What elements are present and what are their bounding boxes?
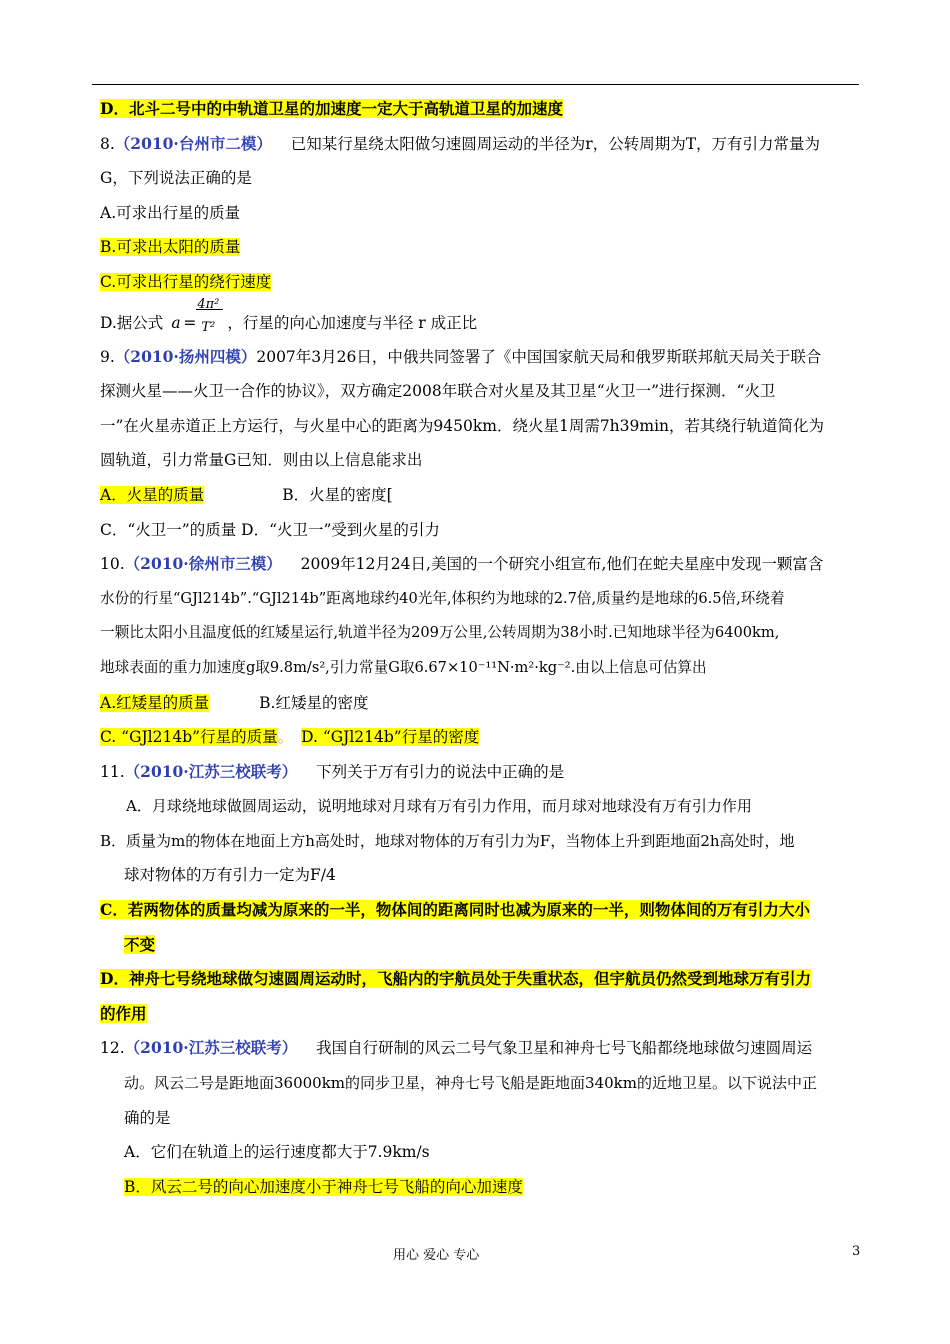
q9-stem-line4: 圆轨道，引力常量G已知．则由以上信息能求出 [100,451,423,470]
q8-option-a: A.可求出行星的质量 [100,203,241,222]
q11-option-c-line2: 不变 [124,934,156,954]
header-rule [92,84,859,85]
q10-stem-line3: 一颗比太阳小且温度低的红矮星运行,轨道半径为209万公里,公转周期为38小时.已知地球半径为6400km, [100,624,780,642]
q11-stem: 11.（2010·江苏三校联考） 下列关于万有引力的说法中正确的是 [100,761,565,781]
page-number: 3 [852,1244,861,1259]
q12-stem-line3: 确的是 [124,1108,171,1127]
q11-option-d-line1: D．神舟七号绕地球做匀速圆周运动时，飞船内的宇航员处于失重状态，但宇航员仍然受到地球万有引力 [100,969,811,989]
q11-option-a: A．月球绕地球做圆周运动，说明地球对月球有万有引力作用，而月球对地球没有万有引力作用 [126,797,752,816]
q9-options-cd: C．“火卫一”的质量 D．“火卫一”受到火星的引力 [100,520,440,539]
q12-option-b: B．风云二号的向心加速度小于神舟七号飞船的向心加速度 [124,1177,523,1196]
q10-stem-line1: 10.（2010·徐州市三模） 2009年12月24日,美国的一个研究小组宣布,他们在蛇夫星座中发现一颗富含 [100,554,824,574]
q10-stem-line2: 水份的行星“GJl214b”.“GJl214b”距离地球约40光年,体积约为地球的2.7倍,质量约是地球的6.5倍,环绕着 [100,589,785,607]
q11-option-c-line1: C．若两物体的质量均减为原来的一半，物体间的距离同时也减为原来的一半，则物体间的万有引力大小 [100,900,810,920]
q8-option-c: C.可求出行星的绕行速度 [100,272,272,291]
q8-stem-line1: 8.（2010·台州市二模） 已知某行星绕太阳做匀速圆周运动的半径为r，公转周期为T，万有引力常量为 [100,133,821,153]
q10-options-ab: A.红矮星的质量 B.红矮星的密度 [100,693,369,712]
document-body [100,92,860,1204]
q7-option-d: D．北斗二号中的中轨道卫星的加速度一定大于高轨道卫星的加速度 [100,99,563,118]
q8-option-b: B.可求出太阳的质量 [100,238,241,257]
q12-stem-line2: 动。风云二号是距地面36000km的同步卫星，神舟七号飞船是距地面340km的近地卫星。以下说法中正 [124,1074,817,1093]
q10-options-cd: C. “GJl214b”行星的质量。 D. “GJl214b”行星的密度 [100,728,480,747]
q12-stem-line1: 12.（2010·江苏三校联考） 我国自行研制的风云二号气象卫星和神舟七号飞船都绕地球做匀速圆周运 [100,1038,813,1058]
q8-option-d: D.据公式 a = 4π² T² ，行星的向心加速度与半径 r 成正比 [100,300,860,340]
q8-stem-line2: G，下列说法正确的是 [100,169,252,188]
q11-option-b-line1: B．质量为m的物体在地面上方h高处时，地球对物体的万有引力为F，当物体上升到距地面2h高处时，地 [100,831,795,850]
formula-acceleration: a = 4π² T² [169,309,227,339]
q9-stem-line2: 探测火星——火卫一合作的协议》，双方确定2008年联合对火星及其卫星“火卫一”进行探测．“火卫 [100,382,776,401]
q9-stem-line3: 一”在火星赤道正上方运行，与火星中心的距离为9450km．绕火星1周需7h39min，若其绕行轨道简化为 [100,416,825,435]
q9-options-ab: A．火星的质量 B．火星的密度[ [100,485,393,504]
q10-stem-line4: 地球表面的重力加速度g取9.8m/s²,引力常量G取6.67×10⁻¹¹N·m²·kg⁻².由以上信息可估算出 [100,658,707,676]
q9-stem-line1: 9.（2010·扬州四模）2007年3月26日，中俄共同签署了《中国国家航天局和俄罗斯联邦航天局关于联合 [100,346,822,366]
q11-option-b-line2: 球对物体的万有引力一定为F/4 [124,866,336,885]
q11-option-d-line2: 的作用 [100,1003,147,1023]
footer-motto: 用心 爱心 专心 [393,1248,480,1263]
q12-option-a: A．它们在轨道上的运行速度都大于7.9km/s [124,1143,430,1162]
